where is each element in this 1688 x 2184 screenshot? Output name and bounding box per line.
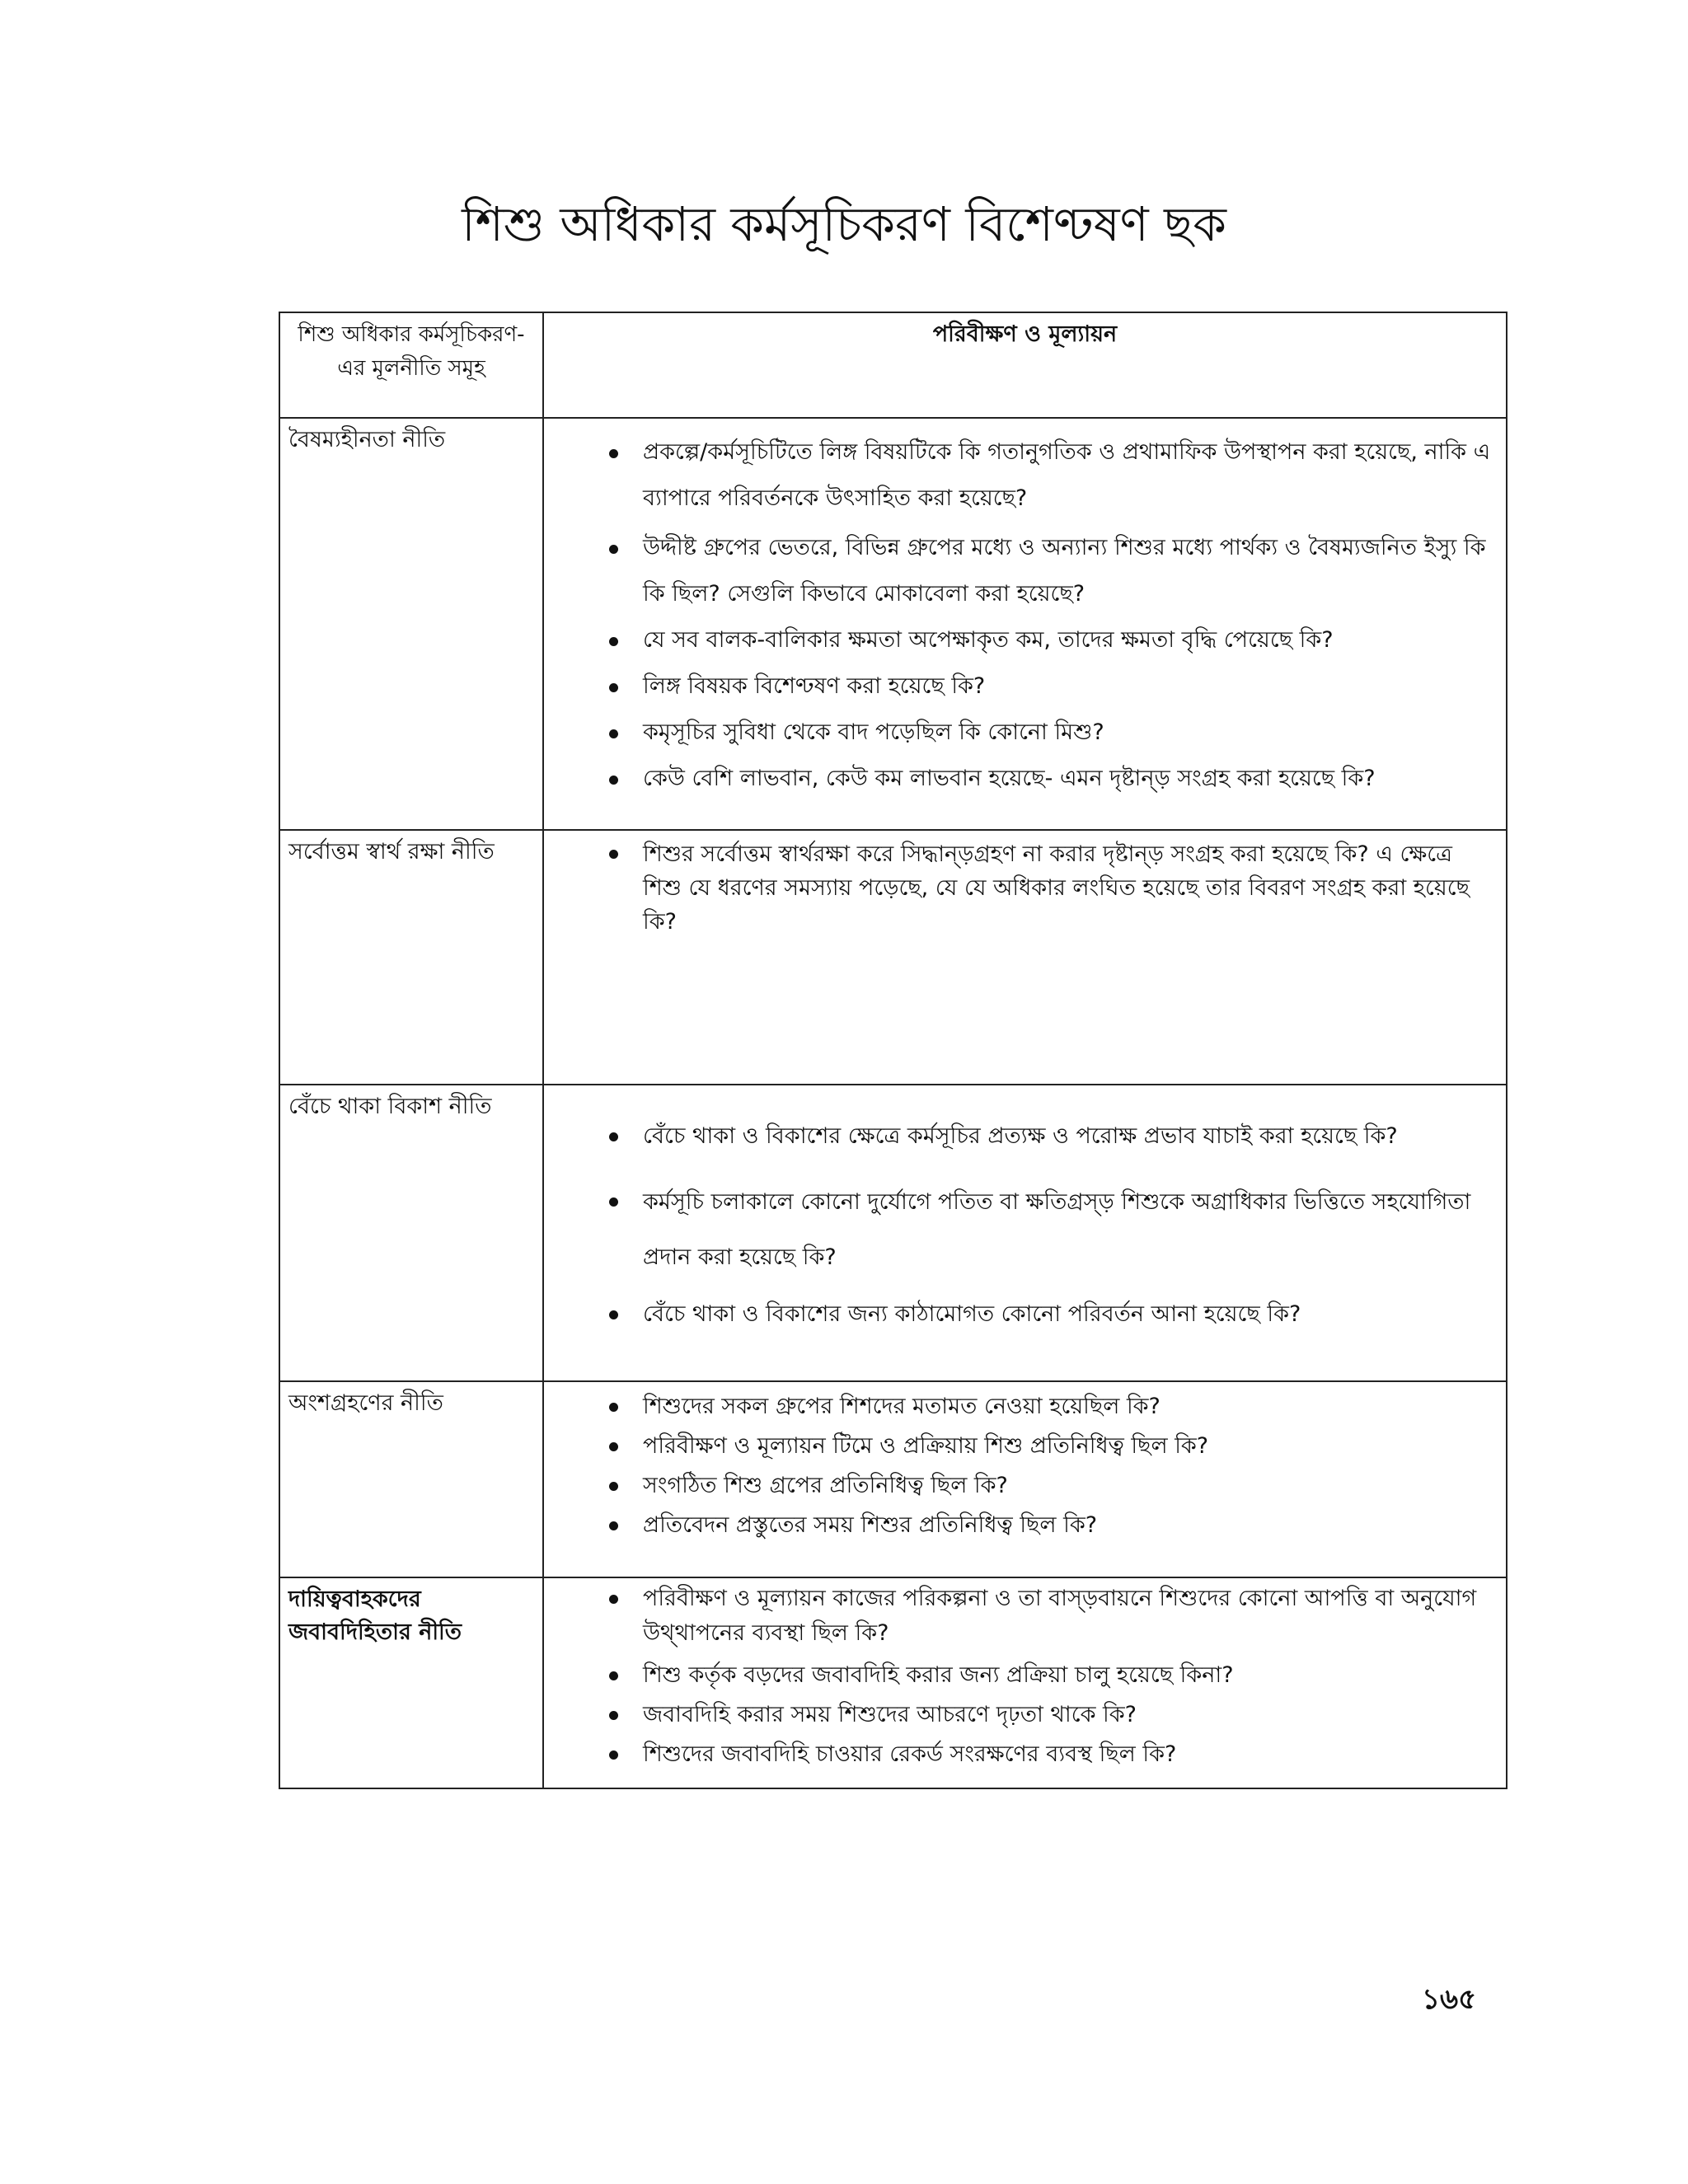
list-item: প্রতিবেদন প্রস্তুতের সময় শিশুর প্রতিনিধিত্ব ছিল কি?: [544, 1506, 1494, 1545]
principle-cell: বৈষম্যহীনতা নীতি: [279, 418, 543, 830]
list-item: বেঁচে থাকা ও বিকাশের ক্ষেত্রে কর্মসূচির প্রত্যক্ষ ও পরোক্ষ প্রভাব যাচাই করা হয়েছে কি?: [544, 1118, 1494, 1155]
header-principles: শিশু অধিকার কর্মসূচিকরণ-এর মূলনীতি সমূহ: [279, 312, 543, 418]
page-number: ১৬৫: [1422, 1983, 1477, 2016]
bullet-icon: [609, 1521, 618, 1530]
bullet-icon: [609, 850, 618, 859]
bullet-icon: [609, 1595, 618, 1604]
bullet-icon: [609, 1132, 618, 1141]
table-row: [279, 830, 1507, 1085]
table-header-row: [279, 312, 1507, 418]
table-row: [279, 1577, 1507, 1788]
bullet-icon: [609, 1671, 618, 1680]
items-cell: [543, 1085, 1507, 1381]
list-item: শিশুদের সকল গ্রুপের শিশদের মতামত নেওয়া হয়েছিল কি?: [544, 1387, 1494, 1427]
list-item: যে সব বালক-বালিকার ক্ষমতা অপেক্ষাকৃত কম, তাদের ক্ষমতা বৃদ্ধি পেয়েছে কি?: [544, 617, 1494, 663]
bullet-icon: [609, 1711, 618, 1720]
list-item: বেঁচে থাকা ও বিকাশের জন্য কাঠামোগত কোনো পরিবর্তন আনা হয়েছে কি?: [544, 1296, 1494, 1333]
table-row: [279, 1381, 1507, 1577]
list-item: পরিবীক্ষণ ও মূল্যায়ন কাজের পরিকল্পনা ও তা বাস্ড়বায়নে শিশুদের কোনো আপত্তি বা অনুযোগ উথ্থাপনের ব্যবস্থা ছিল কি?: [544, 1582, 1494, 1651]
list-item: জবাবদিহি করার সময় শিশুদের আচরণে দৃঢ়তা থাকে কি?: [544, 1695, 1494, 1735]
bullet-icon: [609, 637, 618, 646]
bullet-icon: [609, 449, 618, 458]
page-title: শিশু অধিকার কর্মসূচিকরণ বিশেণ্ঢষণ ছক: [462, 196, 1226, 252]
analysis-table: [279, 312, 1507, 1789]
list-item: শিশুর সর্বোত্তম স্বার্থরক্ষা করে সিদ্ধান্ড়গ্রহণ না করার দৃষ্টান্ড় সংগ্রহ করা হয়েছে কি? এ ক্ষেত্রে শিশু যে ধরণের সমস্যায় পড়েছে, যে যে অধিকার লংঘিত হয়েছে তার বিবরণ সংগ্রহ করা হয়েছে কি?: [544, 837, 1494, 939]
bullet-icon: [609, 1482, 618, 1491]
list-item: সংগঠিত শিশু গ্রপের প্রতিনিধিত্ব ছিল কি?: [544, 1466, 1494, 1506]
list-item: কেউ বেশি লাভবান, কেউ কম লাভবান হয়েছে- এমন দৃষ্টান্ড় সংগ্রহ করা হয়েছে কি?: [544, 756, 1494, 802]
bullet-icon: [609, 545, 618, 554]
bullet-icon: [609, 1197, 618, 1207]
list-item: কমৃসূচির সুবিধা থেকে বাদ পড়েছিল কি কোনো মিশু?: [544, 710, 1494, 756]
bullet-icon: [609, 1403, 618, 1412]
table-row: [279, 418, 1507, 830]
principle-cell: বেঁচে থাকা বিকাশ নীতি: [279, 1085, 543, 1381]
table-row: [279, 1085, 1507, 1381]
bullet-icon: [609, 683, 618, 692]
list-item: শিশুদের জবাবদিহি চাওয়ার রেকর্ড সংরক্ষণের ব্যবস্থ ছিল কি?: [544, 1735, 1494, 1774]
bullet-icon: [609, 1310, 618, 1319]
header-monitoring-evaluation: পরিবীক্ষণ ও মূল্যায়ন: [543, 312, 1507, 418]
principle-cell: সর্বোত্তম স্বার্থ রক্ষা নীতি: [279, 830, 543, 1085]
items-cell: [543, 1577, 1507, 1788]
bullet-icon: [609, 729, 618, 738]
list-item: উদ্দীষ্ট গ্রুপের ভেতরে, বিভিন্ন গ্রুপের মধ্যে ও অন্যান্য শিশুর মধ্যে পার্থক্য ও বৈষম্যজনিত ইস্যু কি কি ছিল? সেগুলি কিভাবে মোকাবেলা করা হয়েছে?: [544, 525, 1494, 617]
principle-cell: অংশগ্রহণের নীতি: [279, 1381, 543, 1577]
list-item: লিঙ্গ বিষয়ক বিশেণ্ঢষণ করা হয়েছে কি?: [544, 663, 1494, 710]
bullet-icon: [609, 776, 618, 785]
items-cell: [543, 1381, 1507, 1577]
principle-cell: দায়িত্ববাহকদের জবাবদিহিতার নীতি: [279, 1577, 543, 1788]
list-item: প্রকল্পে/কর্মসূচিটিতে লিঙ্গ বিষয়টিকে কি গতানুগতিক ও প্রথামাফিক উপস্থাপন করা হয়েছে, নাকি এ ব্যাপারে পরিবর্তনকে উৎসাহিত করা হয়েছে?: [544, 429, 1494, 522]
list-item: শিশু কর্তৃক বড়দের জবাবদিহি করার জন্য প্রক্রিয়া চালু হয়েছে কিনা?: [544, 1656, 1494, 1695]
bullet-icon: [609, 1442, 618, 1451]
bullet-icon: [609, 1750, 618, 1760]
list-item: কর্মসূচি চলাকালে কোনো দুর্যোগে পতিত বা ক্ষতিগ্রস্ড় শিশুকে অগ্রাধিকার ভিত্তিতে সহযোগিতা প্রদান করা হয়েছে কি?: [544, 1174, 1494, 1285]
list-item: পরিবীক্ষণ ও মূল্যায়ন টিমে ও প্রক্রিয়ায় শিশু প্রতিনিধিত্ব ছিল কি?: [544, 1427, 1494, 1466]
items-cell: [543, 418, 1507, 830]
items-cell: [543, 830, 1507, 1085]
